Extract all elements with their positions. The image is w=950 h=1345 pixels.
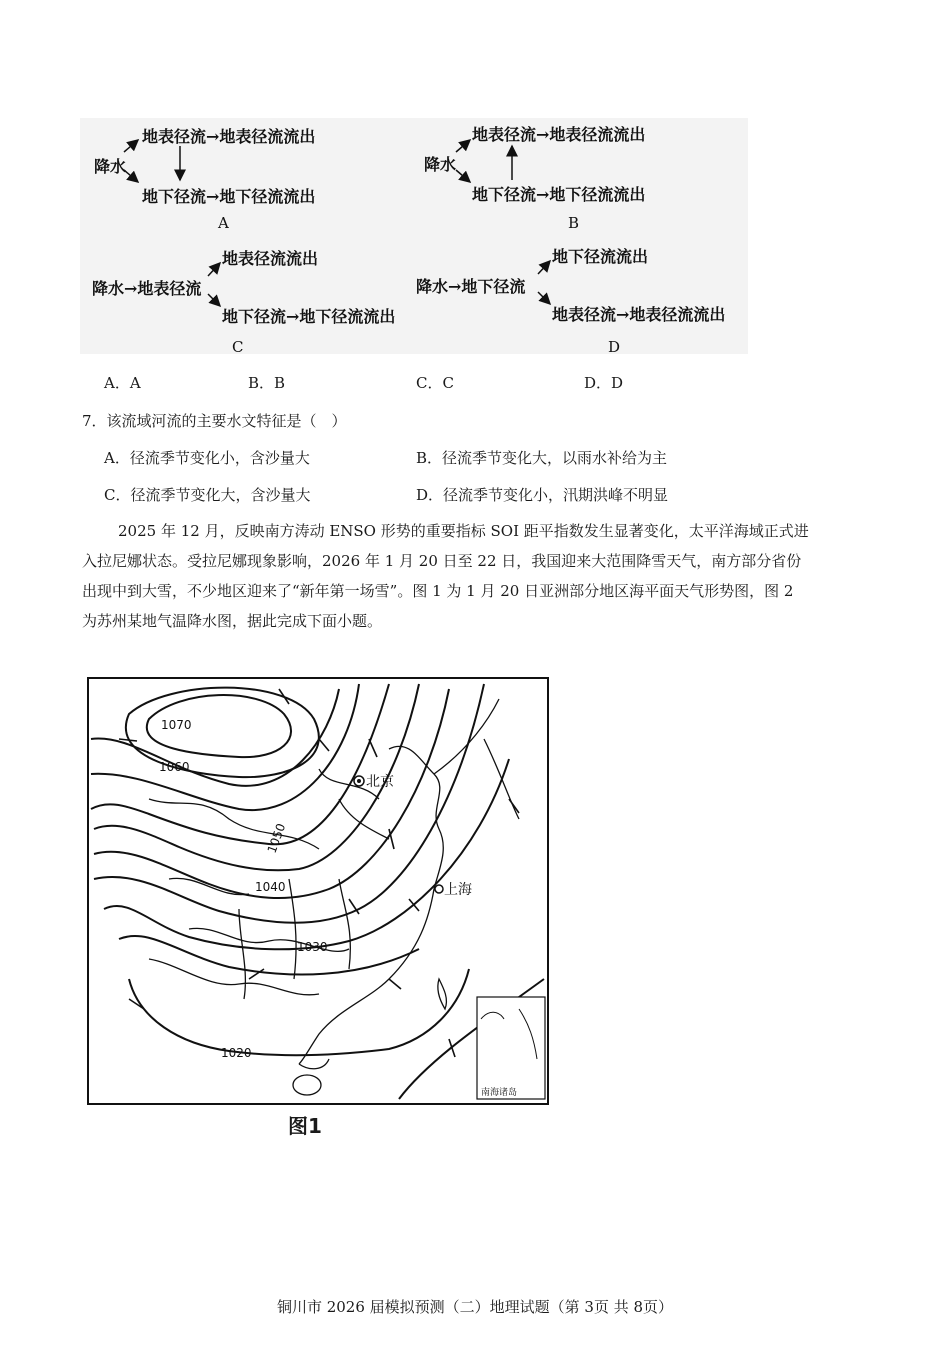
q7-option-a: A．径流季节变化小，含沙量大 xyxy=(104,449,310,467)
figure-caption: 图1 xyxy=(288,1114,322,1138)
city-label-beijing: 北京 xyxy=(366,774,394,790)
isobar-label-1060: 1060 xyxy=(159,760,190,774)
diagram-a-caption: A xyxy=(218,214,229,232)
diagram-d-caption: D xyxy=(608,338,621,356)
diagram-c-top: 地表径流流出 xyxy=(222,249,319,268)
isobar-label-1030: 1030 xyxy=(297,940,328,954)
diagram-a-top: 地表径流→地表径流流出 xyxy=(142,127,316,146)
passage-line-3: 出现中到大雪，不少地区迎来了“新年第一场雪”。图 1 为 1 月 20 日亚洲部分地区海平面天气形势图，图 2 xyxy=(82,582,794,600)
q7-option-b: B．径流季节变化大，以雨水补给为主 xyxy=(416,449,668,467)
page-footer: 铜川市 2026 届模拟预测（二）地理试题（第 3页 共 8页） xyxy=(276,1298,674,1316)
isobar-1040 xyxy=(94,689,449,898)
q7-option-d: D．径流季节变化小，汛期洪峰不明显 xyxy=(416,486,669,504)
q6-option-d: D．D xyxy=(584,374,624,392)
weather-map xyxy=(87,677,549,1105)
isobar-label-1050: 1050 xyxy=(264,821,289,856)
q7-stem: 7．该流域河流的主要水文特征是（ ） xyxy=(82,412,347,430)
diagram-b-caption: B xyxy=(568,214,580,232)
diagram-b-start: 降水 xyxy=(424,155,457,174)
diagram-b-top: 地表径流→地表径流流出 xyxy=(472,125,646,144)
diagram-b-bottom: 地下径流→地下径流流出 xyxy=(472,185,646,204)
inset-label: 南海诸岛 xyxy=(481,1088,518,1098)
shanghai-marker xyxy=(435,885,443,893)
diagram-d-top: 地下径流流出 xyxy=(552,247,649,266)
q7-option-c: C．径流季节变化大，含沙量大 xyxy=(104,486,311,504)
isobar-label-1020: 1020 xyxy=(221,1046,252,1060)
q6-option-b: B．B xyxy=(248,374,286,392)
diagram-a-start: 降水 xyxy=(94,157,127,176)
diagram-c-bottom: 地下径流→地下径流流出 xyxy=(222,307,396,326)
passage xyxy=(82,516,872,636)
passage-line-4: 为苏州某地气温降水图，据此完成下面小题。 xyxy=(82,612,383,630)
diagram-d-bottom: 地表径流→地表径流流出 xyxy=(552,305,726,324)
passage-line-1: 2025 年 12 月，反映南方涛动 ENSO 形势的重要指标 SOI 距平指数发生显著变化，太平洋海域正式进 xyxy=(118,522,809,540)
diagram-d-start: 降水→地下径流 xyxy=(416,277,526,296)
diagram-a-bottom: 地下径流→地下径流流出 xyxy=(142,187,316,206)
q6-option-a: A．A xyxy=(104,374,141,392)
isobar-label-1070: 1070 xyxy=(161,718,192,732)
diagram-c-caption: C xyxy=(232,338,244,356)
passage-line-2: 入拉尼娜状态。受拉尼娜现象影响，2026 年 1 月 20 日至 22 日，我国迎来大范围降雪天气，南方部分省份 xyxy=(82,552,802,570)
city-label-shanghai: 上海 xyxy=(444,882,472,898)
isobar-label-1040: 1040 xyxy=(255,880,286,894)
q6-option-c: C．C xyxy=(416,374,454,392)
weather-map-drawing xyxy=(89,679,547,1103)
diagram-c-start: 降水→地表径流 xyxy=(92,279,202,298)
flow-diagram-panel xyxy=(80,118,748,354)
isobar-1020 xyxy=(129,969,469,1055)
